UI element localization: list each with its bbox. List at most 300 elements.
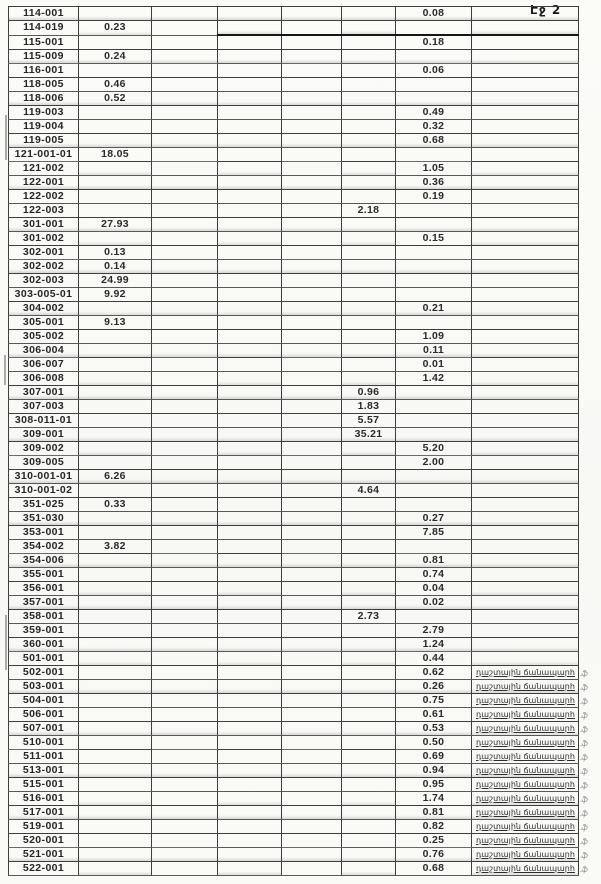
cell-value-c5 <box>282 820 342 834</box>
cell-value-c5 <box>282 526 342 540</box>
cell-note <box>472 792 587 806</box>
cell-value-c7: 1.09 <box>396 330 472 344</box>
cell-value-c6 <box>342 330 396 344</box>
cell-value-c3 <box>152 414 218 428</box>
cell-value-c6: 5.57 <box>342 414 396 428</box>
cell-value-c7: 1.74 <box>396 792 472 806</box>
cell-value-c3 <box>152 204 218 218</box>
cell-value-c3 <box>152 736 218 750</box>
cell-value-c5 <box>282 344 342 358</box>
cell-code: 510-001 <box>9 736 79 750</box>
cell-value-c2 <box>79 106 152 120</box>
cell-value-c7: 0.61 <box>396 708 472 722</box>
cell-value-c6 <box>342 78 396 92</box>
cell-value-c6 <box>342 344 396 358</box>
cell-value-c7: 0.08 <box>396 7 472 21</box>
cell-value-c5 <box>282 596 342 610</box>
cell-code: 306-008 <box>9 372 79 386</box>
cell-note <box>472 204 579 218</box>
cell-value-c7 <box>396 610 472 624</box>
cell-note <box>472 7 579 21</box>
cell-value-c2: 0.14 <box>79 260 152 274</box>
cell-code: 521-001 <box>9 848 79 862</box>
cell-value-c7 <box>396 498 472 512</box>
cell-note <box>472 834 587 848</box>
cell-note <box>472 484 579 498</box>
note-text: դաշտային ճանապարհ <box>476 710 575 719</box>
cell-value-c7 <box>396 540 472 554</box>
margin-mark: .ֆ <box>580 753 587 762</box>
table-row <box>9 806 579 820</box>
table-row <box>9 358 579 372</box>
cell-code: 309-005 <box>9 456 79 470</box>
cell-value-c2 <box>79 764 152 778</box>
cell-note <box>472 736 587 750</box>
margin-mark: .ֆ <box>580 725 587 734</box>
cell-note <box>472 386 579 400</box>
cell-value-c7: 0.15 <box>396 232 472 246</box>
cell-note <box>472 470 579 484</box>
cell-value-c6 <box>342 35 396 50</box>
cell-value-c4 <box>218 778 282 792</box>
cell-value-c3 <box>152 7 218 21</box>
table-row <box>9 750 579 764</box>
cell-value-c5 <box>282 120 342 134</box>
cell-value-c5 <box>282 680 342 694</box>
cell-value-c4 <box>218 316 282 330</box>
cell-note <box>472 162 579 176</box>
cell-note <box>472 806 587 820</box>
cell-value-c2 <box>79 7 152 21</box>
cell-note <box>472 708 587 722</box>
cell-value-c2 <box>79 204 152 218</box>
note-text: դաշտային ճանապարհ <box>476 850 575 859</box>
cell-value-c3 <box>152 232 218 246</box>
cell-value-c7: 0.21 <box>396 302 472 316</box>
cell-value-c3 <box>152 35 218 50</box>
table-row <box>9 764 579 778</box>
cell-code: 114-019 <box>9 21 79 36</box>
cell-note <box>472 414 579 428</box>
cell-code: 354-002 <box>9 540 79 554</box>
cell-value-c3 <box>152 400 218 414</box>
cell-value-c3 <box>152 218 218 232</box>
cell-value-c2 <box>79 778 152 792</box>
cell-value-c5 <box>282 764 342 778</box>
cell-value-c4 <box>218 7 282 21</box>
cell-note <box>472 148 579 162</box>
cell-value-c7: 0.94 <box>396 764 472 778</box>
cell-value-c6 <box>342 694 396 708</box>
cell-note <box>472 176 579 190</box>
cell-value-c5 <box>282 652 342 666</box>
cell-value-c3 <box>152 190 218 204</box>
cell-value-c3 <box>152 302 218 316</box>
table-row <box>9 736 579 750</box>
cell-value-c2 <box>79 134 152 148</box>
margin-mark: .ֆ <box>580 851 587 860</box>
cell-code: 115-009 <box>9 50 79 64</box>
table-row <box>9 582 579 596</box>
cell-value-c2: 0.23 <box>79 21 152 36</box>
cell-note <box>472 344 579 358</box>
cell-value-c6 <box>342 652 396 666</box>
cell-value-c3 <box>152 120 218 134</box>
cell-value-c7: 0.81 <box>396 806 472 820</box>
cell-value-c4 <box>218 372 282 386</box>
cell-value-c4 <box>218 21 282 36</box>
cell-value-c4 <box>218 274 282 288</box>
cell-value-c4 <box>218 694 282 708</box>
cell-code: 122-003 <box>9 204 79 218</box>
table-row <box>9 442 579 456</box>
cell-value-c4 <box>218 344 282 358</box>
cell-value-c5 <box>282 64 342 78</box>
cell-value-c5 <box>282 512 342 526</box>
cell-value-c7: 0.68 <box>396 134 472 148</box>
cell-note <box>472 302 579 316</box>
cell-value-c7 <box>396 246 472 260</box>
cell-code: 358-001 <box>9 610 79 624</box>
table-row <box>9 134 579 148</box>
scan-artifact <box>5 615 7 670</box>
cell-value-c3 <box>152 666 218 680</box>
cell-value-c3 <box>152 106 218 120</box>
cell-value-c4 <box>218 442 282 456</box>
cell-value-c6 <box>342 708 396 722</box>
cell-note <box>472 582 579 596</box>
cell-value-c2 <box>79 484 152 498</box>
cell-code: 306-007 <box>9 358 79 372</box>
cell-value-c4 <box>218 638 282 652</box>
cell-note <box>472 554 579 568</box>
margin-mark: .ֆ <box>580 767 587 776</box>
note-text: դաշտային ճանապարհ <box>476 766 575 775</box>
cell-code: 121-001-01 <box>9 148 79 162</box>
cell-value-c3 <box>152 680 218 694</box>
cell-value-c2: 18.05 <box>79 148 152 162</box>
cell-value-c7 <box>396 470 472 484</box>
margin-mark: .ֆ <box>580 781 587 790</box>
cell-value-c2 <box>79 554 152 568</box>
cell-value-c4 <box>218 680 282 694</box>
cell-value-c5 <box>282 694 342 708</box>
cell-value-c2 <box>79 582 152 596</box>
cell-value-c3 <box>152 722 218 736</box>
cell-value-c2 <box>79 526 152 540</box>
cell-value-c6 <box>342 456 396 470</box>
cell-value-c2 <box>79 512 152 526</box>
table-row <box>9 400 579 414</box>
cell-value-c7: 0.32 <box>396 120 472 134</box>
table-row <box>9 792 579 806</box>
cell-note <box>472 778 587 792</box>
cell-note <box>472 666 587 680</box>
cell-value-c3 <box>152 540 218 554</box>
cell-value-c2 <box>79 35 152 50</box>
cell-value-c5 <box>282 498 342 512</box>
cell-code: 351-025 <box>9 498 79 512</box>
cell-value-c4 <box>218 792 282 806</box>
table-row <box>9 666 579 680</box>
cell-code: 119-004 <box>9 120 79 134</box>
cell-note <box>472 120 579 134</box>
cell-value-c4 <box>218 848 282 862</box>
cell-code: 114-001 <box>9 7 79 21</box>
table-row <box>9 834 579 848</box>
cell-value-c5 <box>282 21 342 36</box>
cell-value-c4 <box>218 218 282 232</box>
cell-value-c6 <box>342 498 396 512</box>
note-text: դաշտային ճանապարհ <box>476 738 575 747</box>
cell-note <box>472 694 587 708</box>
cell-note <box>472 456 579 470</box>
cell-note <box>472 624 579 638</box>
cell-value-c3 <box>152 792 218 806</box>
cell-value-c6 <box>342 442 396 456</box>
cell-value-c4 <box>218 722 282 736</box>
cell-note <box>472 540 579 554</box>
cell-value-c3 <box>152 624 218 638</box>
cell-value-c4 <box>218 624 282 638</box>
cell-note <box>472 78 579 92</box>
margin-mark: .ֆ <box>580 837 587 846</box>
cell-code: 355-001 <box>9 568 79 582</box>
cell-value-c4 <box>218 610 282 624</box>
cell-code: 503-001 <box>9 680 79 694</box>
cell-value-c2 <box>79 428 152 442</box>
margin-mark: .ֆ <box>580 865 587 874</box>
cell-note <box>472 512 579 526</box>
cell-value-c5 <box>282 106 342 120</box>
cell-value-c2 <box>79 820 152 834</box>
cell-code: 115-001 <box>9 35 79 50</box>
table-row <box>9 820 579 834</box>
cell-value-c7: 0.95 <box>396 778 472 792</box>
cell-value-c2 <box>79 750 152 764</box>
cell-code: 511-001 <box>9 750 79 764</box>
margin-mark: .ֆ <box>580 809 587 818</box>
cell-code: 305-001 <box>9 316 79 330</box>
cell-value-c7 <box>396 288 472 302</box>
cell-code: 304-002 <box>9 302 79 316</box>
cell-note <box>472 92 579 106</box>
cell-value-c3 <box>152 596 218 610</box>
cell-value-c2 <box>79 120 152 134</box>
cell-value-c4 <box>218 92 282 106</box>
cell-value-c5 <box>282 288 342 302</box>
table-row <box>9 638 579 652</box>
note-text: դաշտային ճանապարհ <box>476 864 575 873</box>
cell-value-c6 <box>342 302 396 316</box>
cell-value-c4 <box>218 414 282 428</box>
cell-value-c2 <box>79 358 152 372</box>
cell-value-c5 <box>282 260 342 274</box>
cell-value-c7 <box>396 484 472 498</box>
cell-value-c5 <box>282 442 342 456</box>
cell-value-c4 <box>218 162 282 176</box>
cell-value-c6: 2.73 <box>342 610 396 624</box>
cell-value-c3 <box>152 442 218 456</box>
cell-value-c6 <box>342 792 396 806</box>
cell-value-c5 <box>282 358 342 372</box>
cell-value-c7: 0.27 <box>396 512 472 526</box>
cell-value-c3 <box>152 708 218 722</box>
cell-value-c3 <box>152 694 218 708</box>
cell-value-c4 <box>218 134 282 148</box>
cell-note <box>472 35 579 50</box>
cell-value-c7: 0.02 <box>396 596 472 610</box>
cell-note <box>472 610 579 624</box>
cell-value-c2 <box>79 610 152 624</box>
cell-code: 516-001 <box>9 792 79 806</box>
cell-value-c2 <box>79 414 152 428</box>
cell-value-c4 <box>218 232 282 246</box>
cell-value-c7: 0.19 <box>396 190 472 204</box>
cell-value-c3 <box>152 470 218 484</box>
table-row <box>9 260 579 274</box>
cell-value-c3 <box>152 64 218 78</box>
cell-value-c2: 9.92 <box>79 288 152 302</box>
cell-note <box>472 316 579 330</box>
table-row <box>9 162 579 176</box>
cell-value-c2 <box>79 638 152 652</box>
table-row <box>9 708 579 722</box>
cell-value-c7: 2.00 <box>396 456 472 470</box>
cell-value-c2 <box>79 176 152 190</box>
cell-value-c4 <box>218 666 282 680</box>
cell-value-c7: 2.79 <box>396 624 472 638</box>
cell-note <box>472 652 579 666</box>
cell-value-c5 <box>282 862 342 876</box>
cell-note <box>472 722 587 736</box>
cell-value-c3 <box>152 498 218 512</box>
cell-value-c6 <box>342 92 396 106</box>
cell-note <box>472 232 579 246</box>
cell-value-c5 <box>282 470 342 484</box>
cell-value-c7: 0.82 <box>396 820 472 834</box>
cell-value-c2 <box>79 568 152 582</box>
cell-note <box>472 526 579 540</box>
scan-artifact <box>4 355 6 385</box>
cell-value-c6 <box>342 260 396 274</box>
table-row <box>9 218 579 232</box>
cell-code: 517-001 <box>9 806 79 820</box>
table-row <box>9 21 579 36</box>
cell-value-c6 <box>342 680 396 694</box>
cell-note <box>472 64 579 78</box>
cell-value-c2 <box>79 64 152 78</box>
cell-value-c2 <box>79 834 152 848</box>
scan-artifact <box>5 115 7 160</box>
cell-code: 502-001 <box>9 666 79 680</box>
margin-mark: .ֆ <box>580 795 587 804</box>
cell-value-c7: 0.50 <box>396 736 472 750</box>
table-row <box>9 652 579 666</box>
cell-value-c4 <box>218 456 282 470</box>
cell-note <box>472 218 579 232</box>
cell-value-c4 <box>218 750 282 764</box>
cell-value-c2 <box>79 330 152 344</box>
cell-value-c2 <box>79 442 152 456</box>
cell-value-c2: 0.13 <box>79 246 152 260</box>
cell-code: 507-001 <box>9 722 79 736</box>
cell-value-c5 <box>282 246 342 260</box>
cell-note <box>472 764 587 778</box>
cell-value-c5 <box>282 582 342 596</box>
table-row <box>9 274 579 288</box>
cell-value-c4 <box>218 470 282 484</box>
cell-value-c5 <box>282 624 342 638</box>
cell-value-c3 <box>152 582 218 596</box>
cell-value-c6 <box>342 848 396 862</box>
cell-value-c5 <box>282 414 342 428</box>
cell-value-c5 <box>282 736 342 750</box>
cell-value-c6 <box>342 778 396 792</box>
margin-mark: .ֆ <box>580 823 587 832</box>
cell-value-c5 <box>282 162 342 176</box>
cell-value-c2: 3.82 <box>79 540 152 554</box>
cell-code: 357-001 <box>9 596 79 610</box>
cell-code: 515-001 <box>9 778 79 792</box>
cell-value-c7 <box>396 148 472 162</box>
cell-value-c5 <box>282 274 342 288</box>
cell-value-c5 <box>282 35 342 50</box>
cell-value-c4 <box>218 526 282 540</box>
cell-value-c5 <box>282 638 342 652</box>
cell-code: 301-002 <box>9 232 79 246</box>
cell-value-c7: 1.24 <box>396 638 472 652</box>
cell-value-c4 <box>218 820 282 834</box>
cell-value-c2 <box>79 708 152 722</box>
cell-value-c5 <box>282 806 342 820</box>
cell-value-c3 <box>152 372 218 386</box>
table-row <box>9 610 579 624</box>
cell-value-c6 <box>342 862 396 876</box>
cell-value-c4 <box>218 568 282 582</box>
ledger-table-body <box>9 7 587 876</box>
cell-value-c6 <box>342 750 396 764</box>
ledger-table <box>8 6 587 876</box>
cell-value-c3 <box>152 78 218 92</box>
cell-value-c6 <box>342 7 396 21</box>
cell-value-c7: 0.68 <box>396 862 472 876</box>
table-row <box>9 204 579 218</box>
cell-value-c5 <box>282 148 342 162</box>
cell-value-c2 <box>79 232 152 246</box>
cell-code: 116-001 <box>9 64 79 78</box>
cell-value-c3 <box>152 848 218 862</box>
cell-note <box>472 274 579 288</box>
cell-code: 307-003 <box>9 400 79 414</box>
cell-value-c5 <box>282 330 342 344</box>
table-row <box>9 302 579 316</box>
cell-code: 356-001 <box>9 582 79 596</box>
cell-value-c3 <box>152 834 218 848</box>
cell-value-c6 <box>342 64 396 78</box>
cell-note <box>472 820 587 834</box>
cell-code: 305-002 <box>9 330 79 344</box>
cell-value-c7: 0.11 <box>396 344 472 358</box>
cell-value-c5 <box>282 7 342 21</box>
cell-note <box>472 358 579 372</box>
cell-value-c2 <box>79 848 152 862</box>
table-row <box>9 372 579 386</box>
cell-value-c4 <box>218 834 282 848</box>
cell-value-c7 <box>396 400 472 414</box>
table-row <box>9 848 579 862</box>
cell-value-c4 <box>218 400 282 414</box>
